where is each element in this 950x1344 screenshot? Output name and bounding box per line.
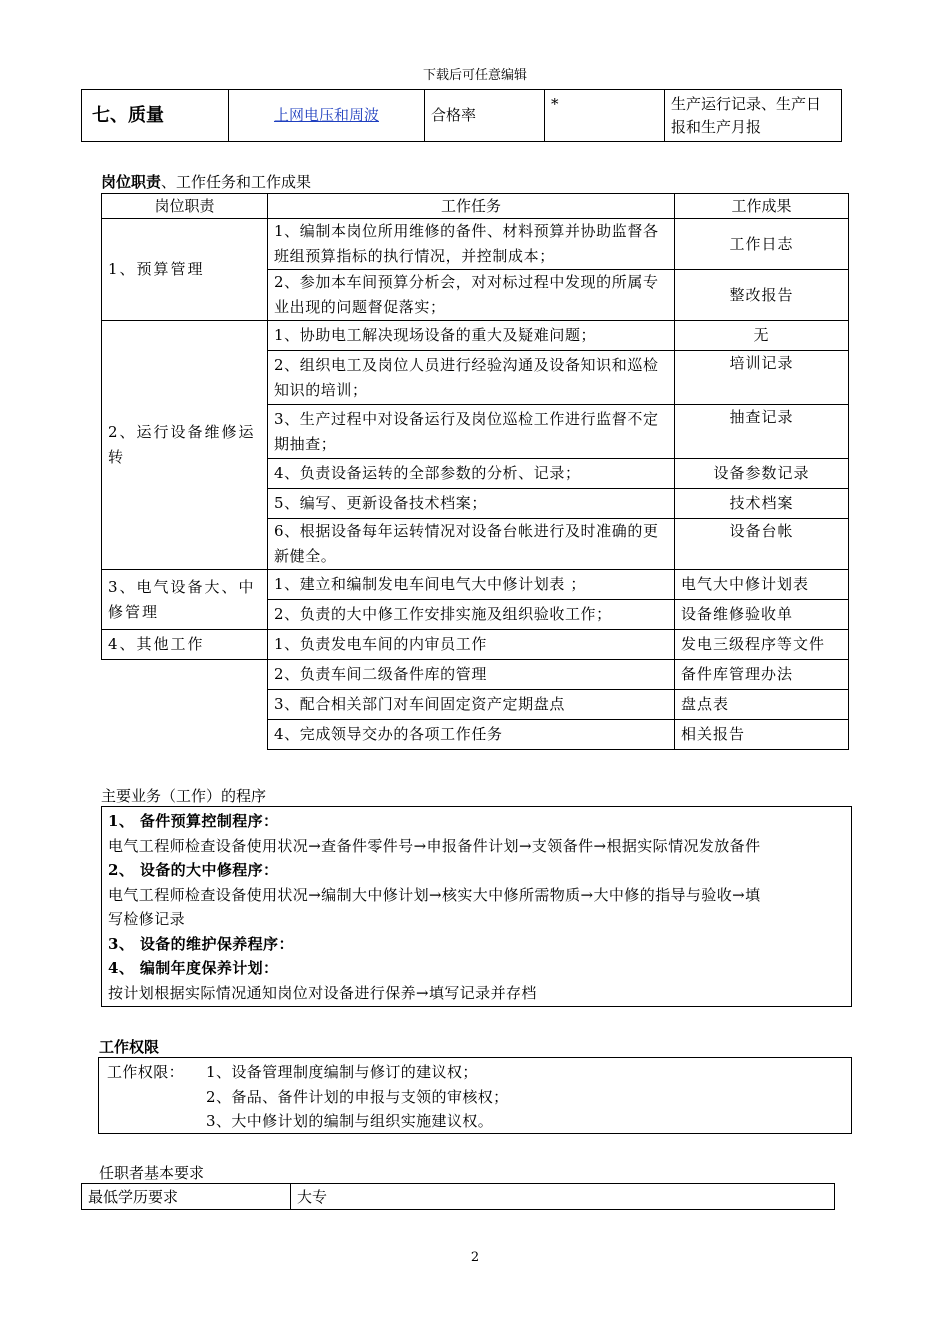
task-cell: 4、完成领导交办的各项工作任务 xyxy=(268,720,675,750)
duty-cell: 2、运行设备维修运转 xyxy=(102,321,268,570)
task-cell: 2、参加本车间预算分析会，对对标过程中发现的所属专业出现的问题督促落实； xyxy=(268,270,675,321)
task-cell: 1、协助电工解决现场设备的重大及疑难问题； xyxy=(268,321,675,351)
task-cell: 1、负责发电车间的内审员工作 xyxy=(268,630,675,660)
header-row xyxy=(102,194,849,219)
indicator-cell xyxy=(229,90,425,142)
table-row xyxy=(102,630,849,660)
requirements-title: 任职者基本要求 xyxy=(99,1164,205,1182)
procedures-title: 主要业务（工作）的程序 xyxy=(101,787,267,805)
procedure-line: 电气工程师检查设备使用状况→编制大中修计划→核实大中修所需物质→大中修的指导与验收→填 xyxy=(108,885,761,904)
column-header: 岗位职责 xyxy=(102,194,268,219)
result-cell: 电气大中修计划表 xyxy=(675,570,849,600)
authority-item: 3、大中修计划的编制与组织实施建议权。 xyxy=(206,1112,494,1130)
requirements-table xyxy=(81,1183,835,1210)
task-cell: 3、配合相关部门对车间固定资产定期盘点 xyxy=(268,690,675,720)
task-cell: 2、负责的大中修工作安排实施及组织验收工作； xyxy=(268,600,675,630)
procedure-heading: 4、 编制年度保养计划： xyxy=(108,959,279,977)
result-cell: 技术档案 xyxy=(675,489,849,519)
source-cell: 生产运行记录、生产日报和生产月报 xyxy=(665,90,842,142)
table-row xyxy=(102,570,849,600)
task-cell: 4、负责设备运转的全部参数的分析、记录； xyxy=(268,459,675,489)
column-header: 工作成果 xyxy=(675,194,849,219)
authority-label: 工作权限： xyxy=(107,1063,185,1081)
table-row xyxy=(102,690,849,720)
duties-table xyxy=(101,193,849,750)
result-cell: 设备维修验收单 xyxy=(675,600,849,630)
task-cell: 5、编写、更新设备技术档案； xyxy=(268,489,675,519)
procedure-heading: 3、 设备的维护保养程序： xyxy=(108,934,294,953)
duties-title: 岗位职责、工作任务和工作成果 xyxy=(101,173,312,191)
procedure-line: 按计划根据实际情况通知岗位对设备进行保养→填写记录并存档 xyxy=(108,983,537,1002)
weight-cell: * xyxy=(545,90,665,142)
section-title: 七、质量 xyxy=(82,90,229,142)
result-cell: 培训记录 xyxy=(675,351,849,405)
result-cell: 设备参数记录 xyxy=(675,459,849,489)
page-number: 2 xyxy=(470,1250,480,1265)
table-row xyxy=(102,660,849,690)
quality-table xyxy=(81,89,842,142)
req-value: 大专 xyxy=(291,1184,835,1210)
task-cell: 6、根据设备每年运转情况对设备台帐进行及时准确的更新健全。 xyxy=(268,519,675,570)
result-cell: 相关报告 xyxy=(675,720,849,750)
req-label: 最低学历要求 xyxy=(82,1184,291,1210)
result-cell: 工作日志 xyxy=(675,219,849,270)
measure-cell: 合格率 xyxy=(425,90,545,142)
procedure-heading: 1、 备件预算控制程序： xyxy=(108,812,279,830)
authority-item: 2、备品、备件计划的申报与支领的审核权； xyxy=(206,1087,509,1106)
procedure-heading: 2、 设备的大中修程序： xyxy=(108,861,279,879)
indicator-link[interactable]: 上网电压和周波 xyxy=(273,106,379,124)
empty-cell xyxy=(102,720,268,750)
task-cell: 2、组织电工及岗位人员进行经验沟通及设备知识和巡检知识的培训； xyxy=(268,351,675,405)
procedure-line: 写检修记录 xyxy=(108,910,186,928)
result-cell: 整改报告 xyxy=(675,270,849,321)
table-row xyxy=(102,321,849,351)
result-cell: 盘点表 xyxy=(675,690,849,720)
task-cell: 2、负责车间二级备件库的管理 xyxy=(268,660,675,690)
result-cell: 发电三级程序等文件 xyxy=(675,630,849,660)
procedure-line: 电气工程师检查设备使用状况→查备件零件号→申报备件计划→支领备件→根据实际情况发放备件 xyxy=(108,836,761,855)
procedures-box xyxy=(101,806,852,1007)
authority-items xyxy=(206,1060,509,1134)
authority-box xyxy=(98,1057,852,1134)
result-cell: 备件库管理办法 xyxy=(675,660,849,690)
page-header: 下载后可任意编辑 xyxy=(422,68,527,83)
result-cell: 抽查记录 xyxy=(675,405,849,459)
table-row xyxy=(102,219,849,270)
empty-cell xyxy=(102,690,268,720)
duty-cell: 3、电气设备大、中修管理 xyxy=(102,570,268,630)
table-row xyxy=(102,720,849,750)
result-cell: 设备台帐 xyxy=(675,519,849,570)
authority-title: 工作权限 xyxy=(99,1038,160,1056)
empty-cell xyxy=(102,660,268,690)
duty-cell: 4、其他工作 xyxy=(102,630,268,660)
task-cell: 1、编制本岗位所用维修的备件、材料预算并协助监督各班组预算指标的执行情况，并控制成本； xyxy=(268,219,675,270)
column-header: 工作任务 xyxy=(268,194,675,219)
duty-cell: 1、预算管理 xyxy=(102,219,268,321)
authority-item: 1、设备管理制度编制与修订的建议权； xyxy=(206,1063,478,1081)
result-cell: 无 xyxy=(675,321,849,351)
task-cell: 3、生产过程中对设备运行及岗位巡检工作进行监督不定期抽查； xyxy=(268,405,675,459)
task-cell: 1、建立和编制发电车间电气大中修计划表 ； xyxy=(268,570,675,600)
